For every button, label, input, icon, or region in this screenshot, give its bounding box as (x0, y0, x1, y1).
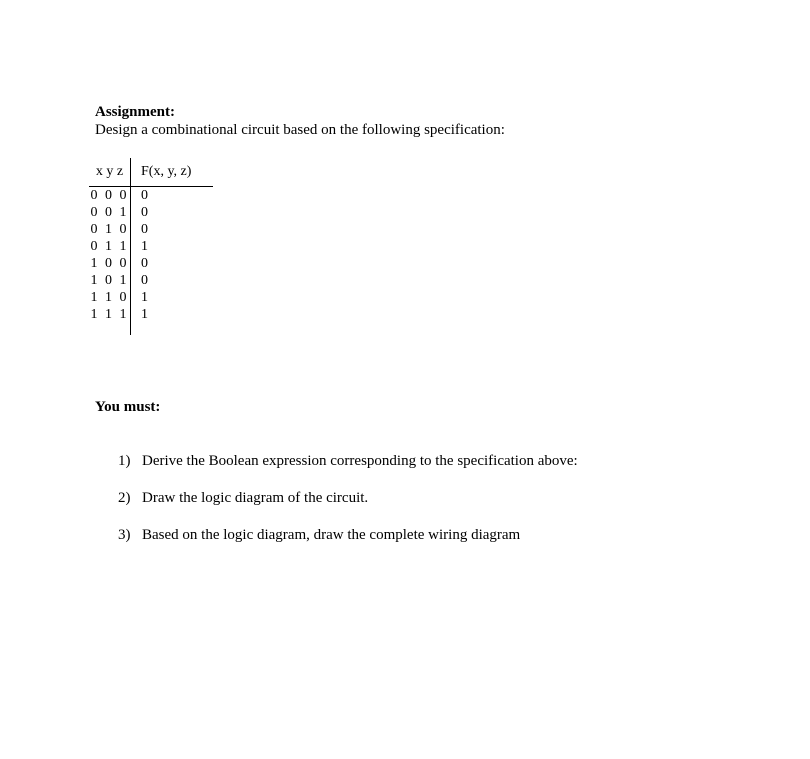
list-item-text: Based on the logic diagram, draw the complete wiring diagram (142, 527, 521, 543)
table-row (89, 238, 213, 255)
list-item (118, 489, 578, 526)
row-output: 1 (141, 290, 150, 305)
requirements-list (118, 452, 578, 563)
row-inputs: 1 1 0 (90, 290, 129, 305)
row-output: 1 (141, 239, 150, 254)
row-inputs: 1 1 1 (89, 306, 131, 335)
row-output: 1 (141, 307, 150, 322)
row-inputs: 0 1 0 (90, 222, 129, 237)
table-row (89, 306, 213, 335)
row-output: 0 (141, 256, 150, 271)
list-item-number: 1) (118, 453, 131, 469)
list-item (118, 526, 578, 563)
list-item (118, 452, 578, 489)
table-row (89, 187, 213, 205)
row-output: 0 (141, 205, 150, 220)
list-item-number: 3) (118, 527, 131, 543)
row-inputs: 1 0 0 (90, 256, 129, 271)
table-row (89, 221, 213, 238)
row-output: 0 (141, 273, 150, 288)
row-inputs: 0 0 1 (90, 205, 129, 220)
row-inputs: 1 0 1 (90, 273, 129, 288)
header-output: F(x, y, z) (131, 158, 214, 187)
requirements-heading: You must: (95, 399, 161, 415)
header-inputs: x y z (89, 158, 131, 187)
list-item-text: Draw the logic diagram of the circuit. (142, 490, 369, 506)
assignment-intro: Design a combinational circuit based on the following specification: (95, 122, 505, 138)
table-row (89, 204, 213, 221)
row-inputs: 0 1 1 (90, 239, 129, 254)
truth-table (89, 158, 213, 335)
row-inputs: 0 0 0 (90, 188, 129, 203)
list-item-text: Derive the Boolean expression corresponding to the specification above: (142, 453, 578, 469)
assignment-heading: Assignment: (95, 104, 176, 120)
row-output: 0 (141, 188, 150, 203)
list-item-number: 2) (118, 490, 131, 506)
row-output: 0 (141, 222, 150, 237)
truth-table-header-row (89, 158, 213, 187)
table-row (89, 255, 213, 272)
table-row (89, 272, 213, 289)
table-row (89, 289, 213, 306)
